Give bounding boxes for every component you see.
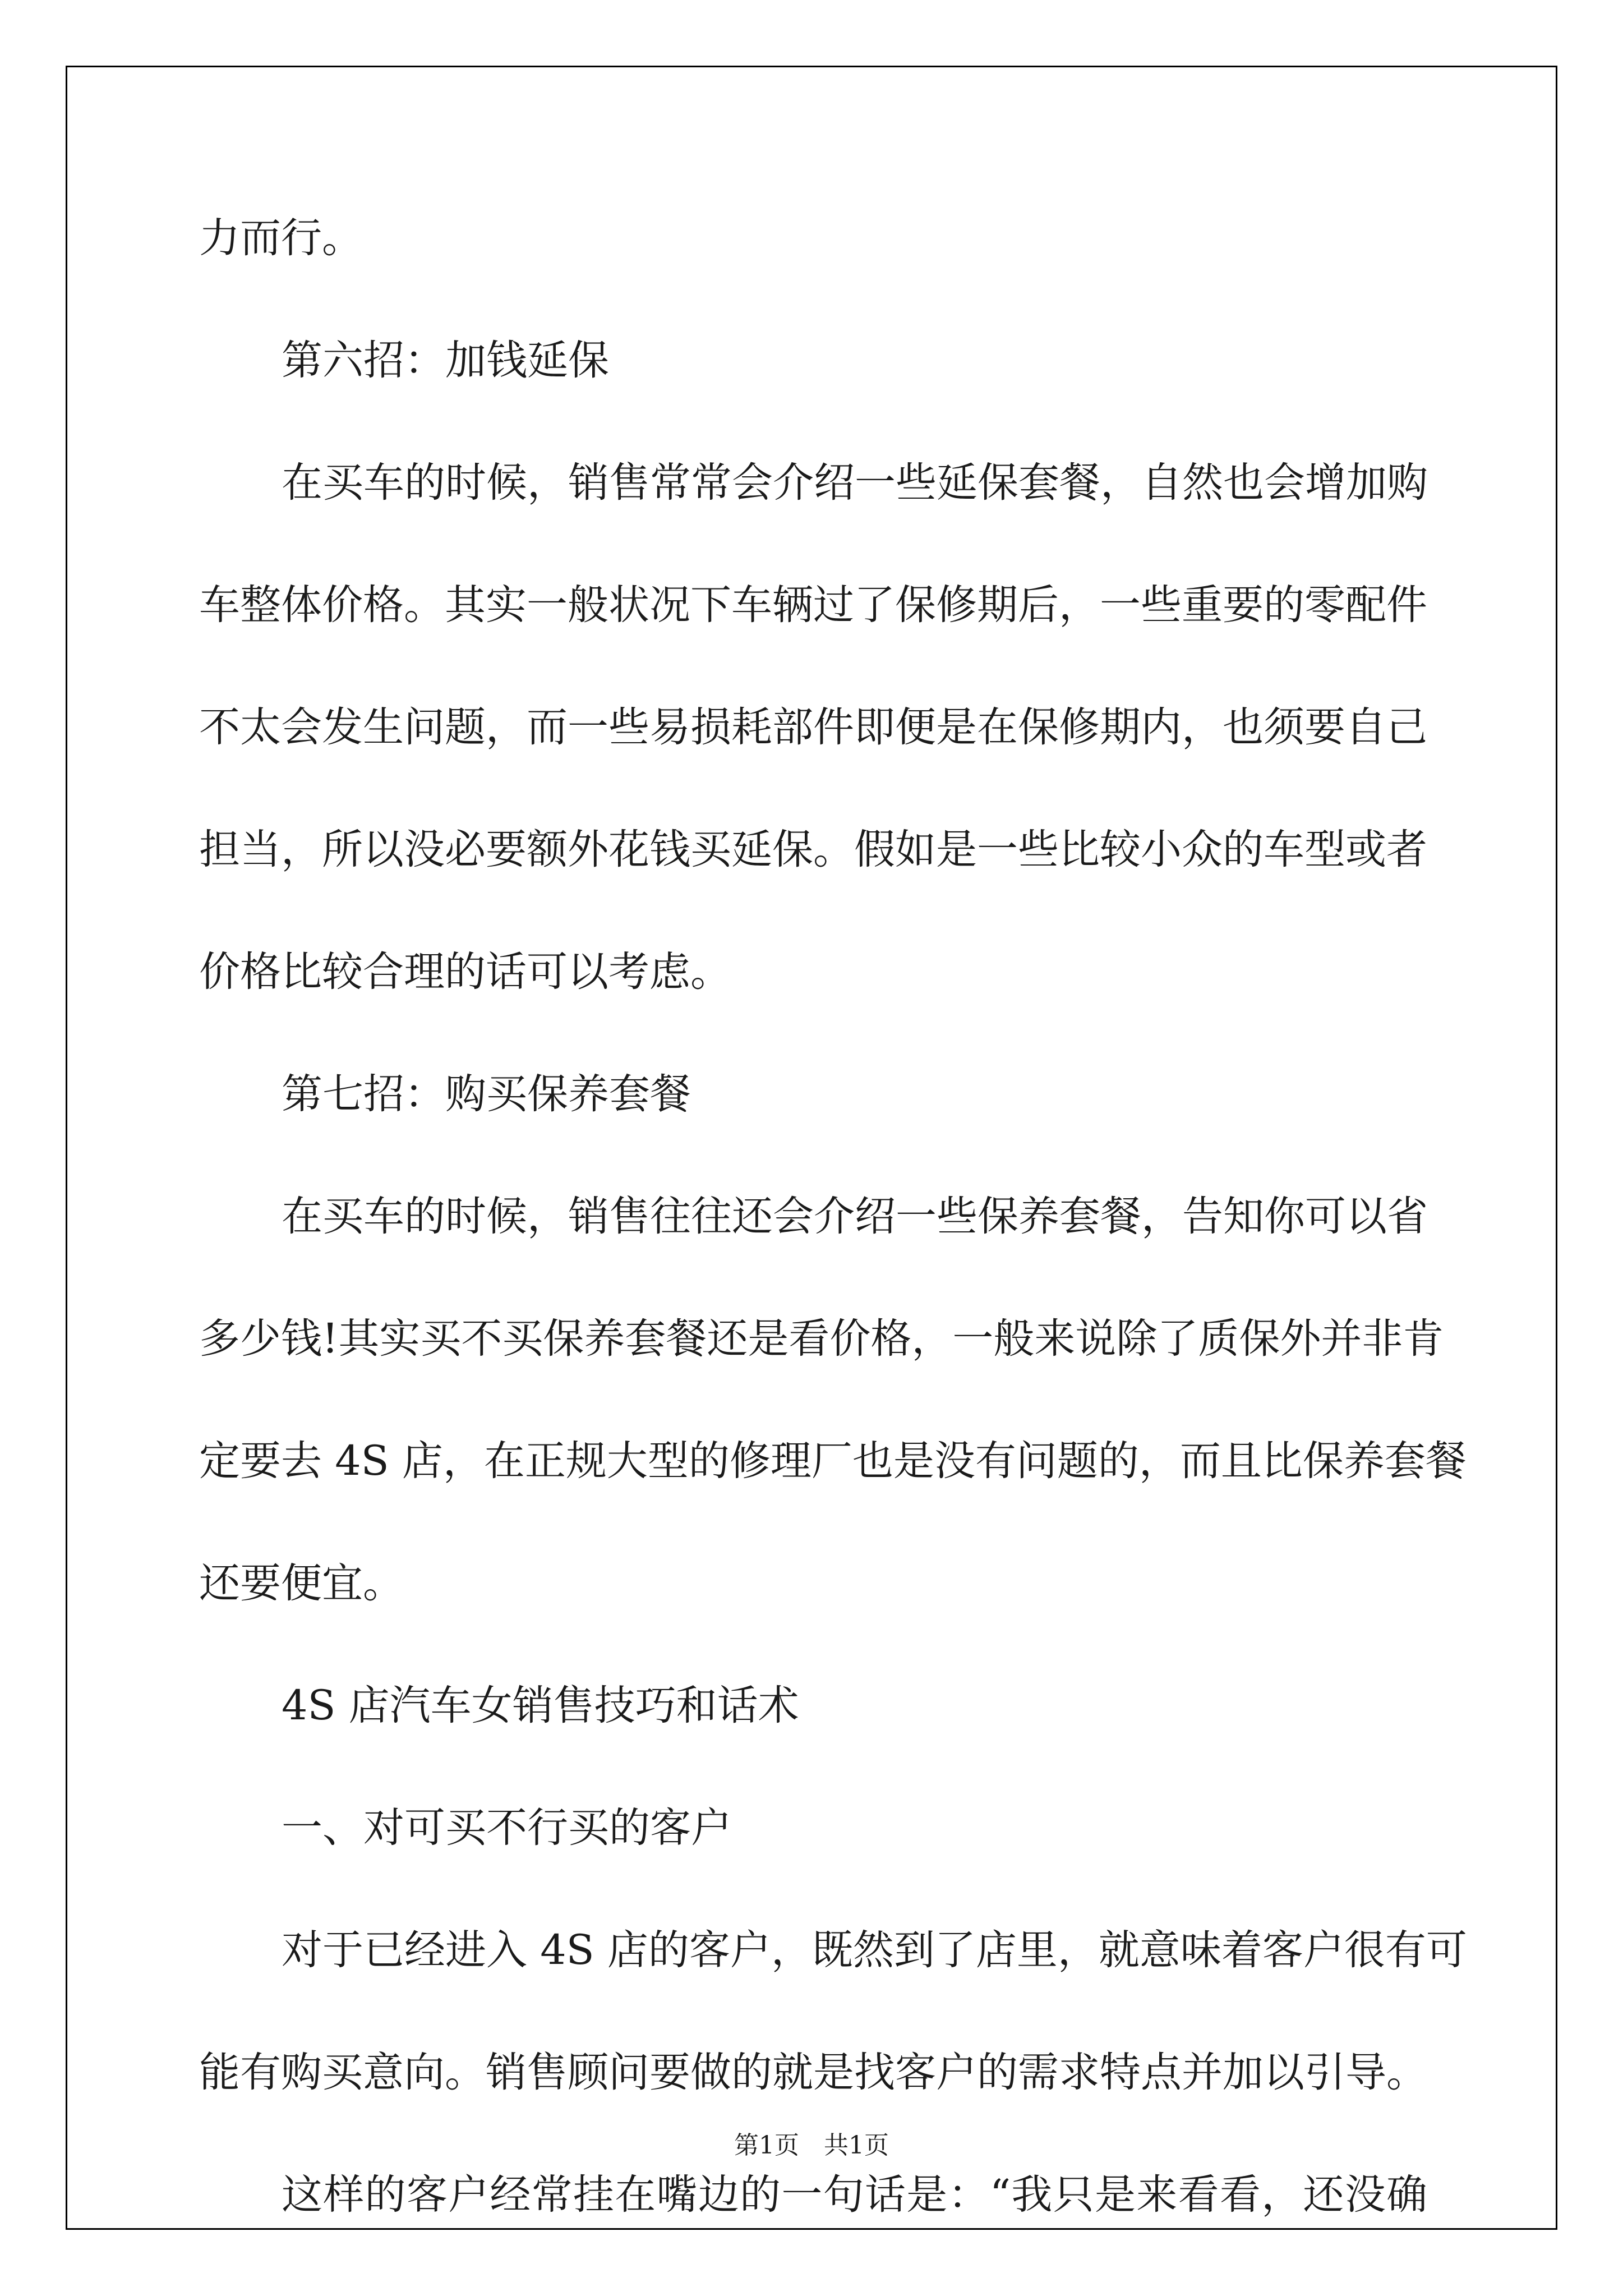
section-heading: 第六招：加钱延保 bbox=[282, 337, 609, 384]
text-line: 不太会发生问题，而一些易损耗部件即便是在保修期内，也须要自己 bbox=[199, 703, 1427, 751]
text-line: 担当，所以没必要额外花钱买延保。假如是一些比较小众的车型或者 bbox=[199, 826, 1427, 873]
text-line: 还要便宜。 bbox=[199, 1559, 404, 1607]
text-line: 在买车的时候，销售往往还会介绍一些保养套餐，告知你可以省 bbox=[282, 1193, 1428, 1240]
text-line: 在买车的时候，销售常常会介绍一些延保套餐，自然也会增加购 bbox=[282, 459, 1428, 507]
page-border bbox=[66, 66, 1557, 2230]
text-line: 车整体价格。其实一般状况下车辆过了保修期后，一些重要的零配件 bbox=[199, 581, 1427, 629]
section-heading: 一、对可买不行买的客户 bbox=[282, 1804, 732, 1852]
text-line: 力而行。 bbox=[199, 214, 363, 262]
text-line: 价格比较合理的话可以考虑。 bbox=[199, 948, 731, 996]
section-heading: 4S 店汽车女销售技巧和话术 bbox=[282, 1682, 799, 1729]
text-line: 对于已经进入 4S 店的客户，既然到了店里，就意味着客户很有可 bbox=[282, 1926, 1467, 1974]
text-line: 这样的客户经常挂在嘴边的一句话是：“我只是来看看，还没确 bbox=[282, 2171, 1427, 2219]
text-line: 多少钱!其实买不买保养套餐还是看价格，一般来说除了质保外并非肯 bbox=[199, 1315, 1444, 1363]
text-line: 定要去 4S 店，在正规大型的修理厂也是没有问题的，而且比保养套餐 bbox=[199, 1437, 1467, 1485]
page-footer: 第1页 共1页 bbox=[734, 2131, 889, 2160]
text-line: 能有购买意向。销售顾问要做的就是找客户的需求特点并加以引导。 bbox=[199, 2049, 1427, 2096]
section-heading: 第七招：购买保养套餐 bbox=[282, 1070, 691, 1118]
